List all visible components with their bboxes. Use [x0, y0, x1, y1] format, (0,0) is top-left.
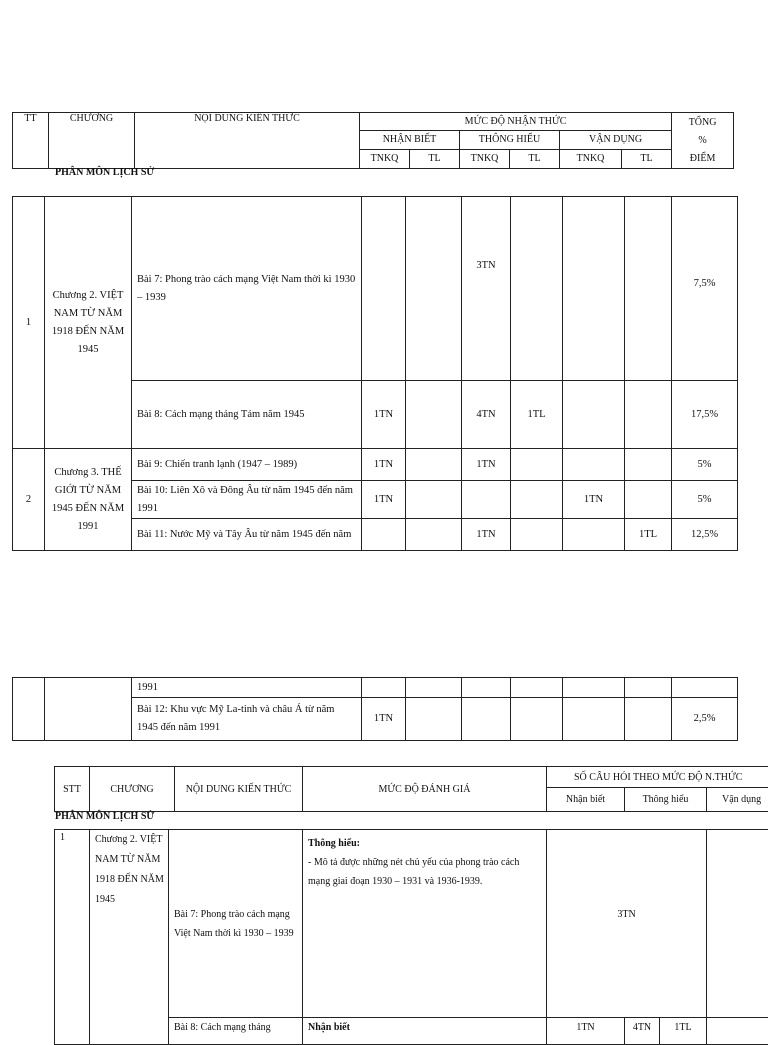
header-van-dung: Vận dụng [707, 788, 768, 812]
level-cell: Nhận biết [303, 1018, 547, 1045]
header-van-dung: VẬN DỤNG [560, 131, 672, 150]
chapter-cell: Chương 2. VIỆT NAM TỪ NĂM 1918 ĐẾN NĂM 1945 [45, 197, 132, 449]
th-tl-cell [511, 481, 563, 519]
vd-tl-cell [625, 698, 672, 741]
header-nhan-biet: NHẬN BIẾT [360, 131, 460, 150]
th-tnkq-cell: 4TN [462, 381, 511, 449]
header-nb-tl: TL [410, 150, 460, 169]
th-tl-cell [511, 197, 563, 381]
chapter-cell: Chương 3. THẾ GIỚI TỪ NĂM 1945 ĐẾN NĂM 1991 [45, 449, 132, 551]
nb-tnkq-cell: 1TN [362, 449, 406, 481]
stt-cell: 2 [13, 449, 45, 551]
level-title: Thông hiểu: [308, 834, 542, 853]
lesson-cell: Bài 8: Cách mạng tháng [169, 1018, 303, 1045]
spec-body-table [54, 829, 768, 1045]
nb-tl-cell [406, 698, 462, 741]
header-tong-1: TỔNG [689, 117, 717, 128]
header-th-tnkq: TNKQ [460, 150, 510, 169]
header-vd-tnkq: TNKQ [560, 150, 622, 169]
chapter-cell: Chương 2. VIỆT NAM TỪ NĂM 1918 ĐẾN NĂM 1945 [90, 830, 169, 1045]
total-cell: 5% [672, 481, 738, 519]
matrix-body-table [12, 196, 738, 551]
nb-tnkq-cell [362, 197, 406, 381]
vd-tl-cell [625, 197, 672, 381]
nb-tl-cell [406, 519, 462, 551]
lesson-cell: Bài 12: Khu vực Mỹ La-tinh và châu Á từ năm 1945 đến năm 1991 [132, 698, 362, 741]
header-stt: STT [55, 767, 90, 812]
vd-tl-cell [625, 481, 672, 519]
header-th-tl: TL [510, 150, 560, 169]
table-row [13, 197, 738, 381]
header-chuong: CHƯƠNG [90, 767, 175, 812]
nb-tl-cell [406, 449, 462, 481]
header-tong-3: ĐIỂM [690, 153, 716, 164]
stt-cell: 1 [13, 197, 45, 449]
vd-tl-cell [625, 381, 672, 449]
header-muc-do: MỨC ĐỘ NHẬN THỨC [360, 113, 672, 131]
table-row [13, 449, 738, 481]
vd-cell [707, 1018, 768, 1045]
th-tl-cell: 1TL [511, 381, 563, 449]
chapter-cell [45, 678, 132, 741]
spec-header-table [54, 766, 768, 812]
th-cell: 3TN [547, 830, 707, 1018]
th-tl-cell: 1TL [660, 1018, 707, 1045]
vd-tnkq-cell [563, 678, 625, 698]
section-title: PHÂN MÔN LỊCH SỬ [55, 167, 154, 178]
nb-tnkq-cell [362, 519, 406, 551]
header-muc-do-danh-gia: MỨC ĐỘ ĐÁNH GIÁ [303, 767, 547, 812]
section-title-2: PHÂN MÔN LỊCH SỬ [55, 811, 154, 822]
vd-tnkq-cell [563, 381, 625, 449]
vd-tnkq-cell [563, 197, 625, 381]
header-thong-hieu: THÔNG HIỂU [460, 131, 560, 150]
header-thong-hieu: Thông hiểu [625, 788, 707, 812]
vd-tl-cell [625, 678, 672, 698]
lesson-cell: Bài 7: Phong trào cách mạng Việt Nam thời kì 1930 – 1939 [132, 197, 362, 381]
level-cell [303, 830, 547, 1018]
th-tl-cell [511, 698, 563, 741]
th-tl-cell [511, 449, 563, 481]
vd-cell [707, 830, 768, 1018]
vd-tnkq-cell [563, 449, 625, 481]
nb-tnkq-cell: 1TN [362, 481, 406, 519]
total-cell: 5% [672, 449, 738, 481]
header-nhan-biet: Nhận biết [547, 788, 625, 812]
total-cell: 7,5% [672, 197, 738, 381]
th-tnkq-cell [462, 678, 511, 698]
th-tnkq-cell [462, 698, 511, 741]
th-tl-cell [511, 678, 563, 698]
th-tnkq-cell: 1TN [462, 449, 511, 481]
matrix-header-table [12, 112, 734, 169]
table-row [13, 678, 738, 698]
nb-tnkq-cell [362, 678, 406, 698]
header-nb-tnkq: TNKQ [360, 150, 410, 169]
header-noi-dung: NỘI DUNG KIẾN THỨC [175, 767, 303, 812]
vd-tl-cell [625, 449, 672, 481]
lesson-cell: Bài 11: Nước Mỹ và Tây Âu từ năm 1945 đến năm [132, 519, 362, 551]
total-cell: 12,5% [672, 519, 738, 551]
nb-tl-cell [406, 381, 462, 449]
total-cell: 2,5% [672, 698, 738, 741]
header-tong-2: % [698, 135, 706, 146]
vd-tnkq-cell [563, 698, 625, 741]
nb-tl-cell [406, 481, 462, 519]
nb-tnkq-cell: 1TN [362, 698, 406, 741]
th-tnkq-cell: 3TN [462, 197, 511, 381]
lesson-cell: Bài 7: Phong trào cách mạng Việt Nam thời kì 1930 – 1939 [169, 830, 303, 1018]
lesson-cell: Bài 10: Liên Xô và Đông Âu từ năm 1945 đến năm 1991 [132, 481, 362, 519]
header-chuong: CHƯƠNG [49, 113, 135, 169]
nb-tnkq-cell: 1TN [362, 381, 406, 449]
vd-tl-cell: 1TL [625, 519, 672, 551]
header-so-cau-hoi: SỐ CÂU HỎI THEO MỨC ĐỘ N.THỨC [547, 767, 768, 788]
header-tt: TT [13, 113, 49, 169]
level-text: - Mô tả được những nét chủ yếu của phong trào cách mạng giai đoạn 1930 – 1931 và 1936-1939. [308, 853, 542, 891]
vd-tnkq-cell: 1TN [563, 481, 625, 519]
total-cell [672, 678, 738, 698]
th-tnkq-cell [462, 481, 511, 519]
nb-tl-cell [406, 678, 462, 698]
th-cell: 4TN [625, 1018, 660, 1045]
th-tnkq-cell: 1TN [462, 519, 511, 551]
total-cell: 17,5% [672, 381, 738, 449]
header-tong [672, 113, 734, 169]
th-tl-cell [511, 519, 563, 551]
table-row [55, 830, 768, 1018]
nb-tl-cell [406, 197, 462, 381]
lesson-cell: Bài 9: Chiến tranh lạnh (1947 – 1989) [132, 449, 362, 481]
lesson-cell: Bài 8: Cách mạng tháng Tám năm 1945 [132, 381, 362, 449]
nb-cell: 1TN [547, 1018, 625, 1045]
lesson-cell: 1991 [132, 678, 362, 698]
vd-tnkq-cell [563, 519, 625, 551]
stt-cell: 1 [55, 830, 90, 1045]
matrix-continuation-table [12, 677, 738, 741]
stt-cell [13, 678, 45, 741]
header-noi-dung: NỘI DUNG KIẾN THỨC [135, 113, 360, 169]
header-vd-tl: TL [622, 150, 672, 169]
